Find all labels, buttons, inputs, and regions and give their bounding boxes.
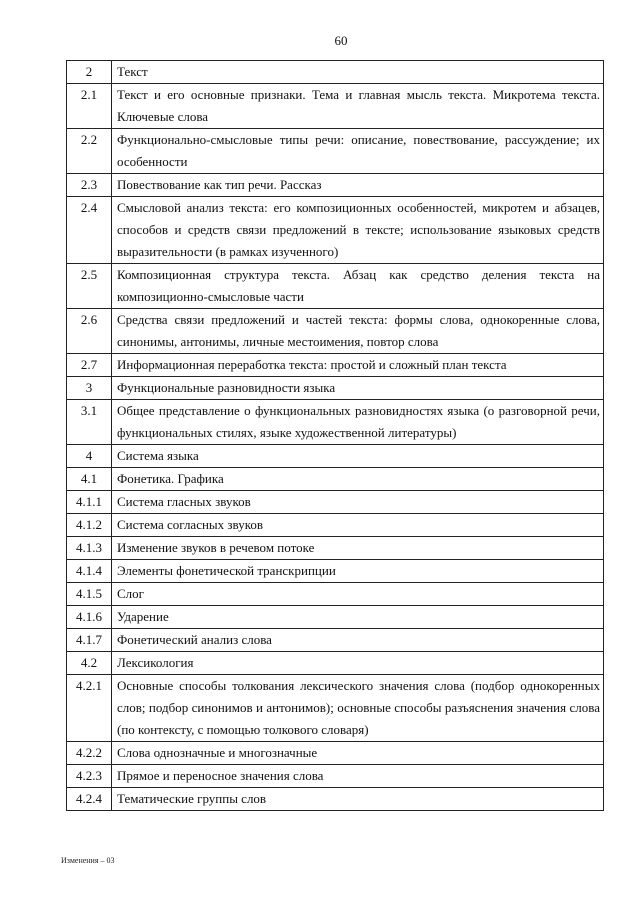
table-row	[67, 606, 604, 629]
table-row	[67, 788, 604, 811]
table-row	[67, 174, 604, 197]
row-number: 4.2.2	[67, 742, 112, 765]
table-row	[67, 309, 604, 354]
table-row	[67, 61, 604, 84]
row-text: Слог	[112, 583, 604, 606]
row-number: 3.1	[67, 400, 112, 445]
row-number: 2	[67, 61, 112, 84]
table-row	[67, 765, 604, 788]
page-number: 60	[334, 33, 348, 48]
table-row	[67, 84, 604, 129]
row-text: Элементы фонетической транскрипции	[112, 560, 604, 583]
row-text: Система языка	[112, 445, 604, 468]
row-text: Общее представление о функциональных разновидностях языка (о разговорной речи, функциональных стилях, языке художественной литературы)	[112, 400, 604, 445]
row-text: Текст	[112, 61, 604, 84]
row-number: 4.2.1	[67, 675, 112, 742]
table-row	[67, 560, 604, 583]
row-text: Система согласных звуков	[112, 514, 604, 537]
table-row	[67, 514, 604, 537]
row-number: 4.2.3	[67, 765, 112, 788]
row-text: Фонетический анализ слова	[112, 629, 604, 652]
row-number: 4.1.4	[67, 560, 112, 583]
row-text: Слова однозначные и многозначные	[112, 742, 604, 765]
row-number: 2.6	[67, 309, 112, 354]
row-text: Текст и его основные признаки. Тема и главная мысль текста. Микротема текста. Ключевые слова	[112, 84, 604, 129]
row-number: 2.4	[67, 197, 112, 264]
row-text: Тематические группы слов	[112, 788, 604, 811]
row-number: 2.5	[67, 264, 112, 309]
table-body	[67, 61, 604, 811]
table-row	[67, 491, 604, 514]
row-number: 3	[67, 377, 112, 400]
footer-note: Изменения – 03	[61, 856, 115, 865]
row-text: Функционально-смысловые типы речи: описание, повествование, рассуждение; их особенности	[112, 129, 604, 174]
content-table	[66, 60, 604, 811]
row-text: Информационная переработка текста: простой и сложный план текста	[112, 354, 604, 377]
row-number: 4.1.5	[67, 583, 112, 606]
row-number: 4.2	[67, 652, 112, 675]
table-row	[67, 468, 604, 491]
row-text: Композиционная структура текста. Абзац как средство деления текста на композиционно-смысловые части	[112, 264, 604, 309]
table-row	[67, 264, 604, 309]
table-row	[67, 445, 604, 468]
row-number: 2.3	[67, 174, 112, 197]
table-row	[67, 675, 604, 742]
row-number: 4	[67, 445, 112, 468]
row-number: 2.2	[67, 129, 112, 174]
table-row	[67, 354, 604, 377]
row-text: Повествование как тип речи. Рассказ	[112, 174, 604, 197]
table-row	[67, 197, 604, 264]
row-text: Система гласных звуков	[112, 491, 604, 514]
table-row	[67, 742, 604, 765]
row-text: Смысловой анализ текста: его композиционных особенностей, микротем и абзацев, способов и средств связи предложений в тексте; использование языковых средств выразительности (в рамках изученного)	[112, 197, 604, 264]
row-text: Средства связи предложений и частей текста: формы слова, однокоренные слова, синонимы, антонимы, личные местоимения, повтор слова	[112, 309, 604, 354]
row-number: 4.1.7	[67, 629, 112, 652]
table-row	[67, 129, 604, 174]
row-text: Основные способы толкования лексического значения слова (подбор однокоренных слов; подбор синонимов и антонимов); основные способы разъяснения значения слова (по контексту, с помощью толкового словаря)	[112, 675, 604, 742]
row-number: 4.1.1	[67, 491, 112, 514]
row-text: Фонетика. Графика	[112, 468, 604, 491]
row-number: 4.2.4	[67, 788, 112, 811]
row-number: 2.1	[67, 84, 112, 129]
table-row	[67, 537, 604, 560]
row-text: Функциональные разновидности языка	[112, 377, 604, 400]
row-number: 4.1.3	[67, 537, 112, 560]
row-number: 4.1	[67, 468, 112, 491]
row-text: Изменение звуков в речевом потоке	[112, 537, 604, 560]
row-number: 4.1.2	[67, 514, 112, 537]
row-text: Прямое и переносное значения слова	[112, 765, 604, 788]
table-row	[67, 400, 604, 445]
row-number: 2.7	[67, 354, 112, 377]
row-text: Ударение	[112, 606, 604, 629]
table-row	[67, 629, 604, 652]
row-number: 4.1.6	[67, 606, 112, 629]
table-row	[67, 583, 604, 606]
table-row	[67, 377, 604, 400]
table-row	[67, 652, 604, 675]
row-text: Лексикология	[112, 652, 604, 675]
